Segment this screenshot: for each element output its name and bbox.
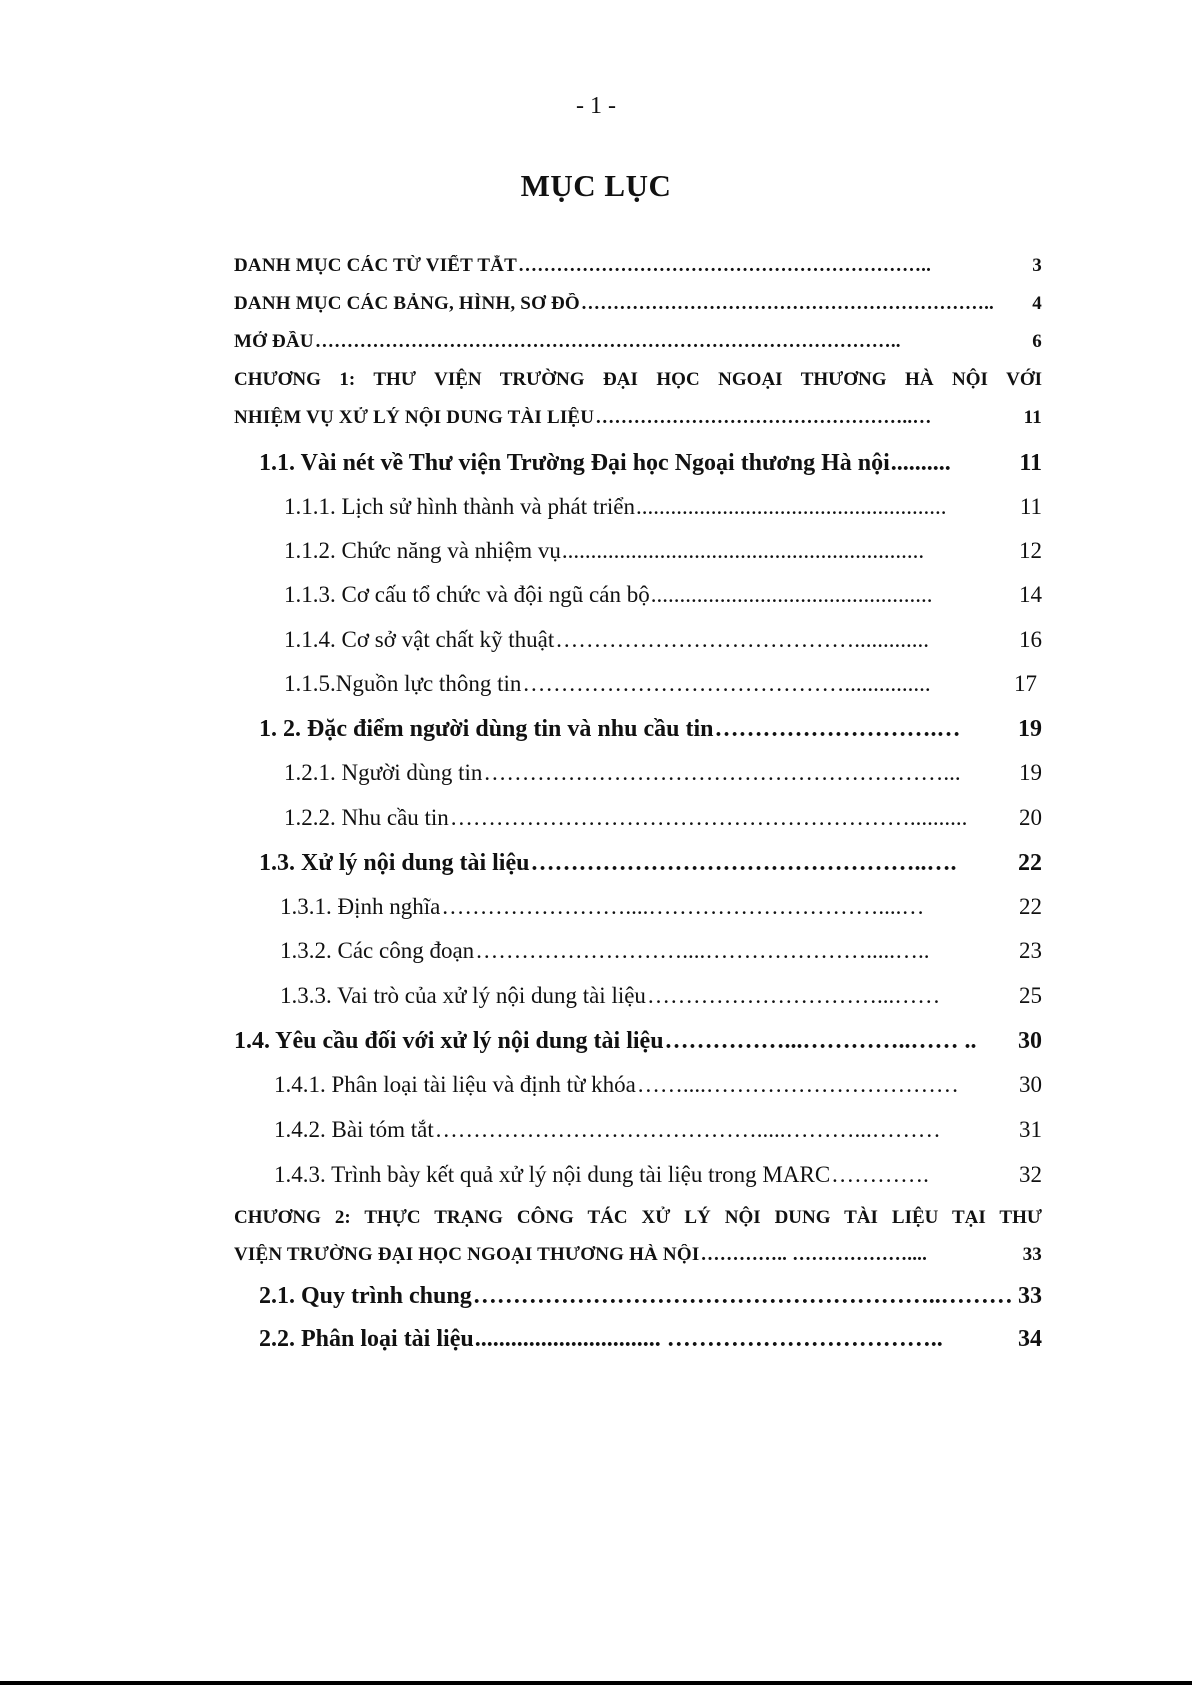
toc-page-number: 11 (1019, 494, 1042, 519)
toc-entry-title: 1.1. Vài nét về Thư viện Trường Đại học Ngoại thương Hà nội (259, 450, 890, 476)
toc-entry-1-1-1[interactable] (284, 494, 1042, 520)
toc-page-number: 31 (1019, 1117, 1042, 1142)
toc-leader: …………………………………………..… (595, 407, 932, 428)
toc-entry-1-4[interactable] (234, 1028, 1042, 1055)
toc-entry-introduction[interactable] (234, 331, 1042, 353)
toc-entry-title: 1.1.5.Nguồn lực thông tin (284, 671, 522, 696)
toc-entry-1-1-2[interactable] (284, 538, 1042, 564)
toc-page-number: 17 (1014, 671, 1037, 696)
toc-entry-title: CHƯƠNG 2: THỰC TRẠNG CÔNG TÁC XỬ LÝ NỘI DUNG TÀI LIỆU TẠI THƯ (234, 1207, 1042, 1228)
toc-leader: …………. (831, 1162, 929, 1187)
toc-entry-1-1-5[interactable] (284, 671, 1037, 697)
toc-leader: …………………………………............. (555, 627, 930, 652)
toc-entry-1-1[interactable] (259, 450, 1042, 477)
toc-page-number: 23 (1019, 938, 1042, 963)
toc-leader: ……………………………………………………………………………….. (314, 331, 901, 352)
toc-entry-title: 1. 2. Đặc điểm người dùng tin và nhu cầu tin (259, 716, 714, 742)
toc-entry-tables-figures[interactable] (234, 293, 1042, 315)
toc-leader: ............................... …………………………….. (474, 1326, 943, 1352)
toc-entry-title: 1.1.3. Cơ cấu tổ chức và đội ngũ cán bộ (284, 582, 650, 607)
toc-leader: …………………………………………..…. (530, 850, 957, 876)
toc-entry-2-1[interactable] (259, 1283, 1042, 1310)
toc-page-number: 25 (1019, 983, 1042, 1008)
toc-leader: ...................................................... (636, 494, 947, 519)
toc-entry-title: VIỆN TRƯỜNG ĐẠI HỌC NGOẠI THƯƠNG HÀ NỘI (234, 1244, 700, 1265)
toc-entry-title: 1.4.1. Phân loại tài liệu và định từ khóa (274, 1072, 636, 1097)
toc-leader: ……………………………………............... (522, 671, 931, 696)
toc-entry-1-1-4[interactable] (284, 627, 1042, 653)
toc-entry-1-2[interactable] (259, 716, 1042, 743)
toc-entry-title: MỞ ĐẦU (234, 331, 314, 352)
toc-leader: ……………………………………………………….. (517, 255, 932, 276)
toc-entry-title: 1.1.1. Lịch sử hình thành và phát triển (284, 494, 636, 519)
toc-heading: MỤC LỤC (520, 168, 672, 203)
toc-leader: ……………………....…………………………....… (441, 894, 925, 919)
toc-entry-1-4-2[interactable] (274, 1117, 1042, 1143)
toc-entry-title: 1.1.4. Cơ sở vật chất kỹ thuật (284, 627, 555, 652)
toc-entry-title: 1.1.2. Chức năng và nhiệm vụ (284, 538, 561, 563)
toc-entry-title: 1.3. Xử lý nội dung tài liệu (259, 850, 530, 876)
toc-page-number: 3 (1032, 255, 1042, 276)
toc-page-number: 19 (1018, 716, 1042, 742)
toc-leader: …………………………………….....………...……… (434, 1117, 941, 1142)
toc-entry-title: 1.3.2. Các công đoạn (280, 938, 475, 963)
toc-entry-chapter-1-line-2[interactable] (234, 407, 1042, 429)
toc-entry-1-3-2[interactable] (280, 938, 1042, 964)
toc-entry-1-3[interactable] (259, 850, 1042, 877)
toc-page-number: 32 (1019, 1162, 1042, 1187)
toc-leader: ……………………………………………………….. (580, 293, 995, 314)
toc-entry-title: CHƯƠNG 1: THƯ VIỆN TRƯỜNG ĐẠI HỌC NGOẠI THƯƠNG HÀ NỘI VỚI (234, 369, 1042, 390)
toc-entry-title: 1.4. Yêu cầu đối với xử lý nội dung tài liệu (234, 1028, 664, 1054)
toc-entry-1-1-3[interactable] (284, 582, 1042, 608)
toc-leader: ................................................. (650, 582, 933, 607)
toc-entry-1-4-1[interactable] (274, 1072, 1042, 1098)
toc-entry-chapter-2-line-1[interactable] (234, 1207, 1042, 1229)
toc-entry-title: 1.2.2. Nhu cầu tin (284, 805, 449, 830)
toc-entry-title: DANH MỤC CÁC TỪ VIẾT TẮT (234, 255, 517, 276)
toc-entry-title: 1.2.1. Người dùng tin (284, 760, 483, 785)
toc-leader: …………………………...…… (646, 983, 941, 1008)
toc-page-number: 30 (1018, 1028, 1042, 1054)
toc-entry-chapter-2-line-2[interactable] (234, 1244, 1042, 1266)
toc-entry-title: DANH MỤC CÁC BẢNG, HÌNH, SƠ ĐỒ (234, 293, 580, 314)
toc-leader: …………………………………………………..……… (472, 1283, 1013, 1309)
toc-page-number: 11 (1019, 450, 1042, 476)
toc-leader: ……………………….… (714, 716, 961, 742)
toc-entry-1-4-3[interactable] (274, 1162, 1042, 1188)
toc-page-number: 22 (1018, 850, 1042, 876)
toc-leader: ............................................................... (561, 538, 925, 563)
toc-entry-title: 2.1. Quy trình chung (259, 1283, 472, 1309)
toc-leader: .......... (890, 450, 951, 476)
toc-entry-2-2[interactable] (259, 1326, 1042, 1353)
toc-page-number: 33 (1018, 1283, 1042, 1309)
toc-leader: …………………………………………………….......... (449, 805, 968, 830)
toc-entry-1-2-1[interactable] (284, 760, 1042, 786)
toc-entry-1-3-1[interactable] (280, 894, 1042, 920)
toc-page-number: 33 (1022, 1244, 1042, 1265)
toc-leader: ……....…………………………… (636, 1072, 959, 1097)
toc-page-number: 16 (1019, 627, 1042, 652)
toc-entry-title: 1.3.3. Vai trò của xử lý nội dung tài liệu (280, 983, 646, 1008)
toc-entry-chapter-1-line-1[interactable] (234, 369, 1042, 391)
toc-page-number: 20 (1019, 805, 1042, 830)
toc-entry-1-2-2[interactable] (284, 805, 1042, 831)
toc-leader: ……………...…………..…… .. (664, 1028, 977, 1054)
toc-page-number: 12 (1019, 538, 1042, 563)
toc-page-number: 34 (1018, 1326, 1042, 1352)
toc-page-number: 22 (1019, 894, 1042, 919)
toc-entry-1-3-3[interactable] (280, 983, 1042, 1009)
toc-page-number: 11 (1023, 407, 1042, 428)
page-bottom-edge (0, 1681, 1192, 1685)
toc-entry-title: 2.2. Phân loại tài liệu (259, 1326, 474, 1352)
toc-leader: ………………………....………………….....….. (475, 938, 930, 963)
toc-entry-abbreviations[interactable] (234, 255, 1042, 277)
toc-page-number: 14 (1019, 582, 1042, 607)
toc-page-number: 4 (1032, 293, 1042, 314)
toc-entry-title: NHIỆM VỤ XỬ LÝ NỘI DUNG TÀI LIỆU (234, 407, 595, 428)
toc-entry-title: 1.4.2. Bài tóm tắt (274, 1117, 434, 1142)
toc-page-number: 19 (1019, 760, 1042, 785)
toc-page-number: 30 (1019, 1072, 1042, 1097)
toc-leader: ………….. ……………….... (700, 1244, 928, 1265)
toc-page-number: 6 (1032, 331, 1042, 352)
toc-entry-title: 1.3.1. Định nghĩa (280, 894, 441, 919)
toc-leader: ……………………………………………………... (483, 760, 961, 785)
page-number: - 1 - (576, 93, 616, 119)
toc-entry-title: 1.4.3. Trình bày kết quả xử lý nội dung tài liệu trong MARC (274, 1162, 831, 1187)
